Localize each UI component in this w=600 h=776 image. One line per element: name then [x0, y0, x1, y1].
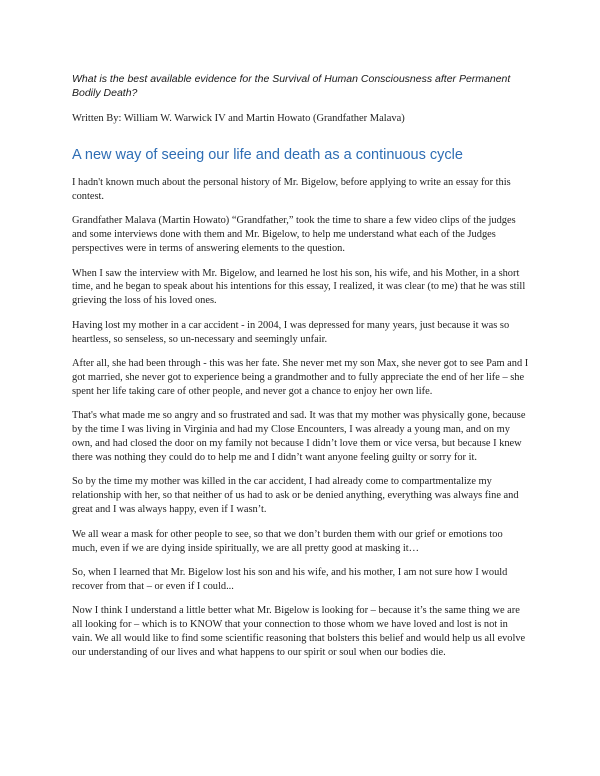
section-heading: A new way of seeing our life and death as a continuous cycle	[72, 147, 463, 163]
paragraph: We all wear a mask for other people to see, so that we don’t burden them with our grief or emotions too much, even if we are dying inside spiritually, we are all pretty good at masking it…	[72, 528, 503, 554]
paragraph: I hadn't known much about the personal history of Mr. Bigelow, before applying to write an essay for this contest.	[72, 177, 511, 202]
paragraph: That's what made me so angry and so frustrated and sad. It was that my mother was physically gone, because by the time I was living in Virginia and had my Close Encounters, I was already a young man, and on my own, and had closed the door on my family not because I didn’t love them or vice versa, but because I knew there was nothing they could do to help me and I didn’t want anyone feeling guilty or sorry for it.	[72, 410, 526, 463]
paragraph: So by the time my mother was killed in the car accident, I had already come to compartmentalize my relationship with her, so that neither of us had to ask or be denied anything, everything was always fine and great and I was always happy, even if I wasn’t.	[72, 476, 519, 516]
paragraph: Now I think I understand a little better what Mr. Bigelow is looking for – because it’s the same thing we are all looking for – which is to KNOW that your connection to those whom we have loved and lost is not in vain. We all would like to find some scientific reasoning that bolsters this belief and would help us all evolve our understanding of our lives and what happens to our spirit or soul when our bodies die.	[72, 605, 526, 658]
essay-question: What is the best available evidence for the Survival of Human Consciousness after Permanent Bodily Death?	[72, 73, 511, 99]
paragraph: Grandfather Malava (Martin Howato) “Grandfather,” took the time to share a few video clips of the judges and some interviews done with them and Mr. Bigelow, to help me understand what each of the Judges perspectives were in terms of answering elements to the question.	[72, 215, 516, 255]
paragraph: After all, she had been through - this was her fate. She never met my son Max, she never got to see Pam and I got married, she never got to experience being a grandmother and to fully appreciate the end of her life – she spent her life taking care of other people, and never got a chance to enjoy her own life.	[72, 358, 529, 397]
paragraph: So, when I learned that Mr. Bigelow lost his son and his wife, and his mother, I am not sure how I would recover from that – or even if I could...	[72, 566, 508, 592]
paragraph: Having lost my mother in a car accident - in 2004, I was depressed for many years, just because it was so heartless, so senseless, so un-necessary and seemingly unfair.	[72, 319, 510, 345]
paragraph: When I saw the interview with Mr. Bigelow, and learned he lost his son, his wife, and his Mother, in a short time, and he began to speak about his intentions for this essay, I realized, it was clear (to me) that he was still grieving the loss of his loved ones.	[72, 267, 526, 307]
byline: Written By: William W. Warwick IV and Martin Howato (Grandfather Malava)	[72, 113, 405, 124]
